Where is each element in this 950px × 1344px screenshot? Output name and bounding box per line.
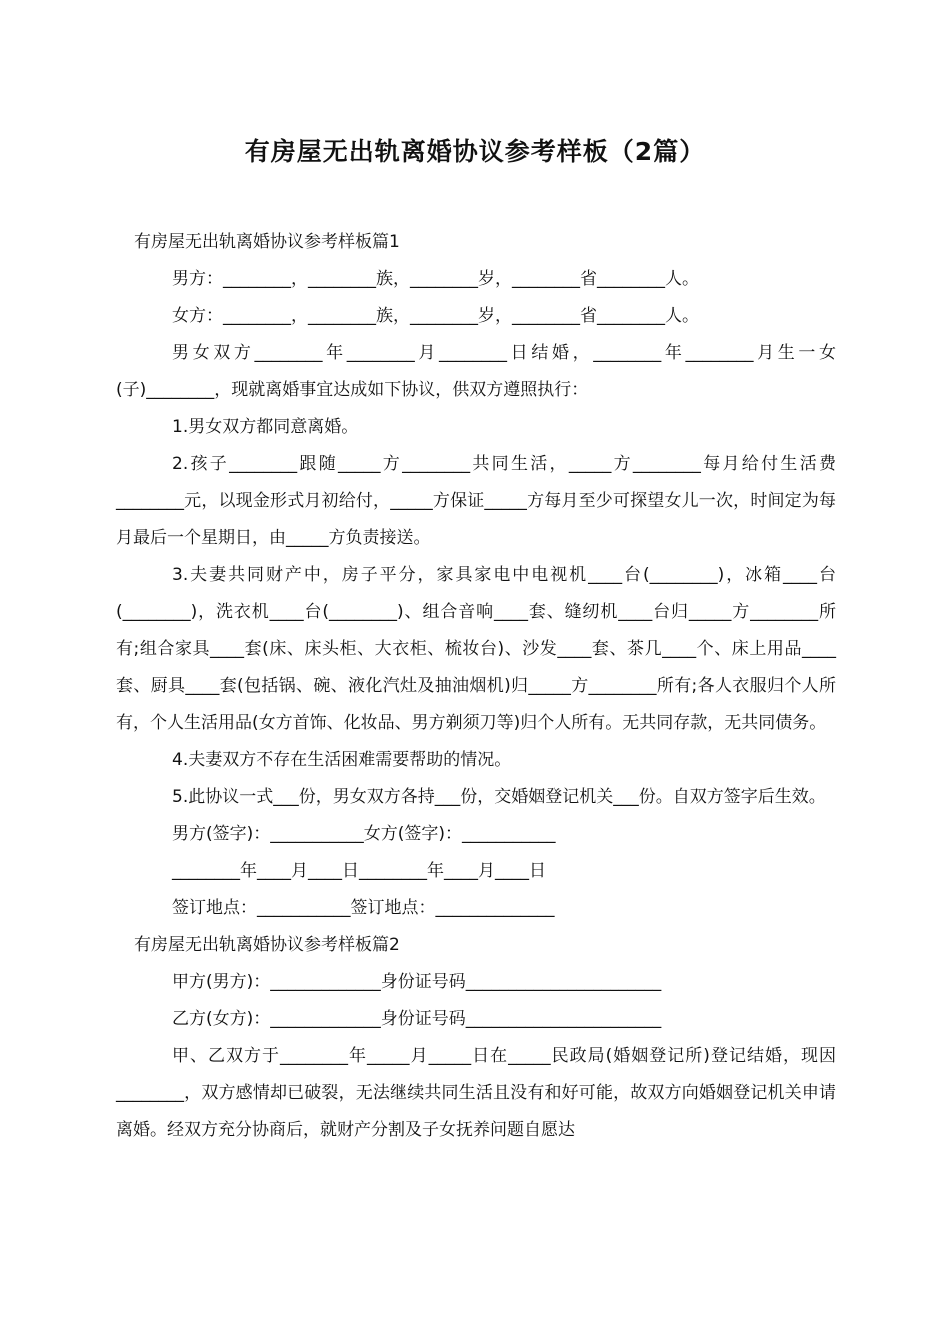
agreement-item-4: 4.夫妻双方不存在生活困难需要帮助的情况。 (172, 750, 512, 770)
section2-intro: 甲、乙双方于________年_____月_____日在_____民政局(婚姻登记所)登记结婚，现因________，双方感情却已破裂，无法继续共同生活且没有和好可能，故双方向婚姻登记机关申请离婚。经双方充分协商后，就财产分割及子女抚养问题自愿达 (116, 1046, 836, 1140)
section1-heading: 有房屋无出轨离婚协议参考样板篇1 (134, 232, 400, 252)
place-line: 签订地点：___________签订地点：______________ (172, 898, 555, 918)
signature-line: 男方(签字)：___________女方(签字)：___________ (172, 824, 556, 844)
section2-heading: 有房屋无出轨离婚协议参考样板篇2 (134, 935, 400, 955)
party-a-line: 甲方(男方)：_____________身份证号码_______________________ (172, 972, 662, 992)
party-b-line: 乙方(女方)：_____________身份证号码_______________________ (172, 1009, 662, 1029)
document-body (116, 224, 836, 1149)
agreement-item-5: 5.此协议一式___份，男女双方各持___份，交婚姻登记机关___份。自双方签字后生效。 (172, 787, 826, 807)
document-title: 有房屋无出轨离婚协议参考样板（2篇） (244, 137, 706, 166)
agreement-item-3: 3.夫妻共同财产中，房子平分，家具家电中电视机____台(________)，冰箱____台(________)，洗衣机____台(________)、组合音响____套、缝纫机____台归_____方________所有;组合家具____套(床、床头柜、大衣柜、梳妆台)、沙发____套、茶几____个、床上用品____套、厨具____套(包括锅、碗、液化汽灶及抽油烟机)归_____方________所有;各人衣服归个人所有，个人生活用品(女方首饰、化妆品、男方剃须刀等)归个人所有。无共同存款，无共同债务。 (116, 565, 836, 733)
wife-info-line: 女方：________，________族，________岁，________省________人。 (172, 306, 699, 326)
agreement-item-1: 1.男女双方都同意离婚。 (172, 417, 359, 437)
date-line: ________年____月____日________年____月____日 (172, 861, 546, 881)
agreement-item-2: 2.孩子________跟随_____方________共同生活，_____方________每月给付生活费________元，以现金形式月初给付，_____方保证_____方每月至少可探望女儿一次，时间定为每月最后一个星期日，由_____方负责接送。 (116, 454, 836, 548)
section1-intro: 男女双方________年________月________日结婚，________年________月生一女(子)________，现就离婚事宜达成如下协议，供双方遵照执行： (116, 343, 836, 400)
husband-info-line: 男方：________，________族，________岁，________省________人。 (172, 269, 699, 289)
